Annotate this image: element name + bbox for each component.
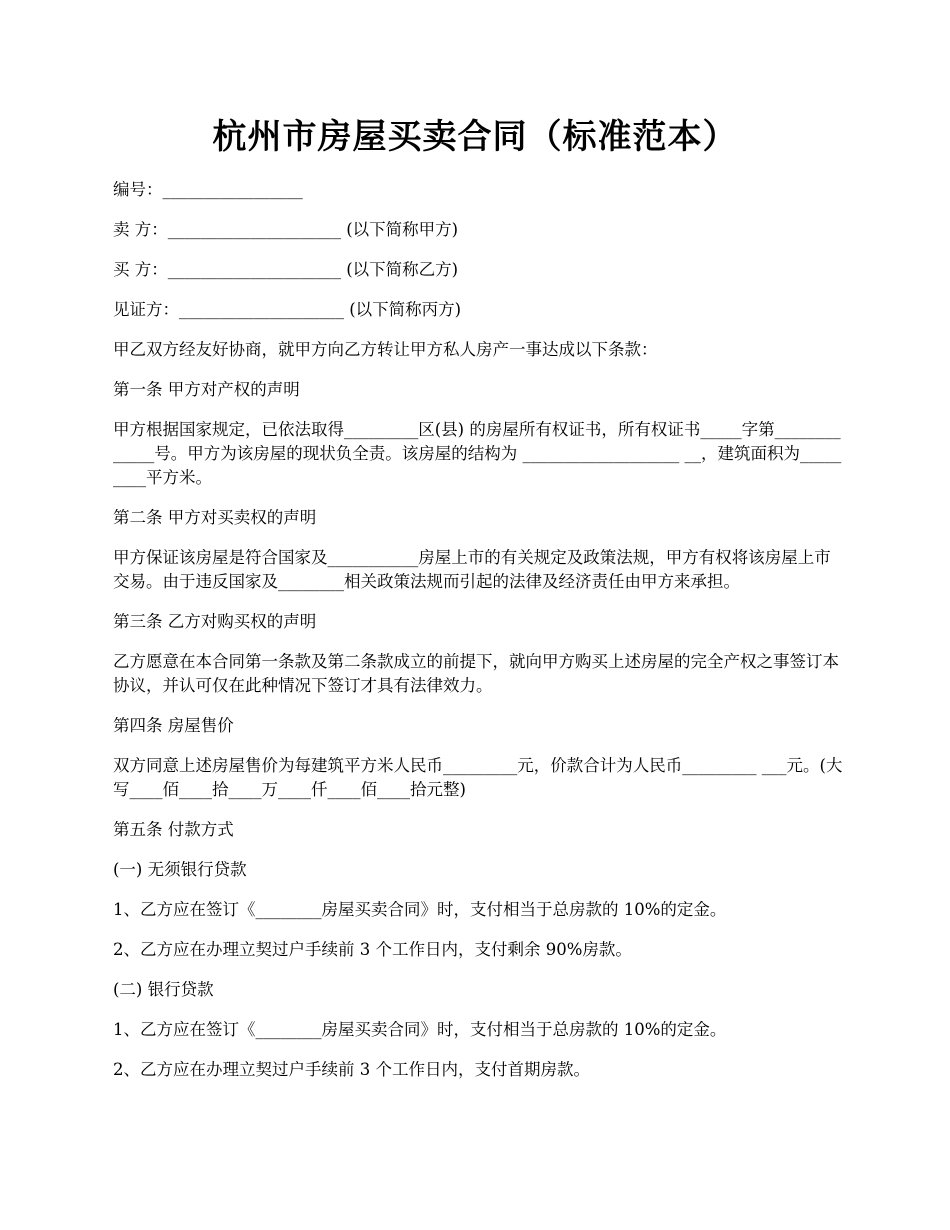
- article-4-body: 双方同意上述房屋售价为每建筑平方米人民币_________元，价款合计为人民币_________ ___元。(大写____佰____拾____万____仟____佰____拾元整): [113, 756, 843, 799]
- section-no-loan-heading: (一) 无须银行贷款: [113, 860, 247, 879]
- no-loan-item-2: 2、乙方应在办理立契过户手续前 3 个工作日内，支付剩余 90%房款。: [113, 940, 632, 959]
- preamble: 甲乙双方经友好协商，就甲方向乙方转让甲方私人房产一事达成以下条款：: [113, 340, 658, 359]
- article-2-body: 甲方保证该房屋是符合国家及___________房屋上市的有关规定及政策法规，甲方有权将该房屋上市交易。由于违反国家及________相关政策法规而引起的法律及经济责任由甲方来承担。: [113, 548, 831, 591]
- seller-line: 卖 方：_____________________ (以下简称甲方): [113, 220, 459, 239]
- article-3-heading: 第三条 乙方对购买权的声明: [113, 612, 317, 631]
- article-1-heading: 第一条 甲方对产权的声明: [113, 380, 300, 399]
- witness-line: 见证方：____________________ (以下简称丙方): [113, 300, 462, 319]
- article-3-body: 乙方愿意在本合同第一条款及第二条款成立的前提下，就向甲方购买上述房屋的完全产权之事签订本协议，并认可仅在此种情况下签订才具有法律效力。: [113, 652, 839, 695]
- document-body: [113, 178, 843, 1098]
- section-bank-loan-heading: (二) 银行贷款: [113, 980, 214, 999]
- bank-loan-item-1: 1、乙方应在签订《________房屋买卖合同》时，支付相当于总房款的 10%的定金。: [113, 1020, 727, 1039]
- no-loan-item-1: 1、乙方应在签订《________房屋买卖合同》时，支付相当于总房款的 10%的定金。: [113, 900, 727, 919]
- article-1-body: 甲方根据国家规定，已依法取得_________区(县) 的房屋所有权证书，所有权证书_____字第_____________号。甲方为该房屋的现状负全责。该房屋的结构为 ___________________ __，建筑面积为_________平方米。: [113, 420, 842, 487]
- article-5-heading: 第五条 付款方式: [113, 820, 234, 839]
- article-4-heading: 第四条 房屋售价: [113, 716, 234, 735]
- contract-number-line: 编号：_________________: [113, 180, 303, 199]
- document-title: 杭州市房屋买卖合同（标准范本）: [212, 117, 738, 157]
- buyer-line: 买 方：_____________________ (以下简称乙方): [113, 260, 459, 279]
- article-2-heading: 第二条 甲方对买卖权的声明: [113, 508, 317, 527]
- bank-loan-item-2: 2、乙方应在办理立契过户手续前 3 个工作日内，支付首期房款。: [113, 1060, 590, 1079]
